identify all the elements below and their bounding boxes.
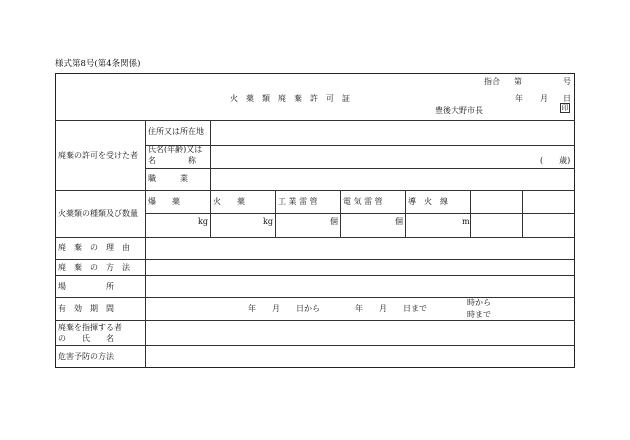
supervisor-label-line1: 廃棄を指揮する者 [58,323,122,332]
explosives-label: 火薬類の種類及び数量 [58,209,138,218]
period-to-time: 時まで [467,310,491,319]
age-field: ( 歳) [540,156,571,165]
col-header-electric-detonator: 電 気 雷 管 [343,197,383,206]
period-from-time: 時から [467,298,491,307]
divider [470,190,471,237]
period-end: 年 月 日まで [355,304,427,313]
month-label: 月 [540,94,548,103]
day-label: 日 [563,94,571,103]
place-label: 場 所 [58,282,114,291]
divider [55,120,575,121]
unit-piece: 個 [330,217,338,226]
divider [55,237,575,238]
disposal-reason-label: 廃 棄 の 理 由 [58,243,130,252]
hazard-prevention-label: 危害予防の方法 [58,352,114,361]
unit-kg: kg [198,217,208,226]
col-header-fuse: 導 火 線 [408,197,448,206]
divider [210,190,211,237]
divider [275,190,276,237]
occupation-label: 職 業 [148,174,188,183]
divider [55,275,575,276]
divider [55,259,575,260]
disposal-method-label: 廃 棄 の 方 法 [58,263,130,272]
divider [340,190,341,237]
validity-period-label: 有 効 期 間 [58,304,114,313]
supervisor-label-line2: の 氏 名 [58,334,114,343]
unit-meter: m [462,217,470,226]
col-header-industrial-detonator: 工 業 雷 管 [278,197,318,206]
divider [55,345,575,346]
permit-holder-label: 廃棄の許可を受けた者 [58,151,138,160]
divider [522,190,523,237]
document-title: 火 薬 類 廃 棄 許 可 証 [230,94,350,103]
issuer-name: 豊後大野市長 [435,106,483,115]
designation-label: 指合 [484,77,500,86]
address-label: 住所又は所在地 [148,127,204,136]
divider [55,297,575,298]
permit-form [55,73,575,368]
divider [145,120,146,368]
col-header-gunpowder: 火 薬 [213,197,245,206]
unit-piece: 個 [395,217,403,226]
number-go-label: 号 [563,77,571,86]
divider [55,190,575,191]
name-label-line1: 氏名(年齢)又は [148,145,203,154]
form-number: 様式第8号(第4条関係) [55,59,141,69]
number-dai-label: 第 [514,77,522,86]
year-label: 年 [515,94,523,103]
period-start: 年 月 日から [248,304,320,313]
unit-kg: kg [263,217,273,226]
divider [55,320,575,321]
name-label-line2: 名 称 [148,156,196,165]
divider [405,190,406,237]
seal-mark: 印 [561,104,569,112]
divider [210,120,211,190]
col-header-dynamite: 爆 薬 [148,197,180,206]
